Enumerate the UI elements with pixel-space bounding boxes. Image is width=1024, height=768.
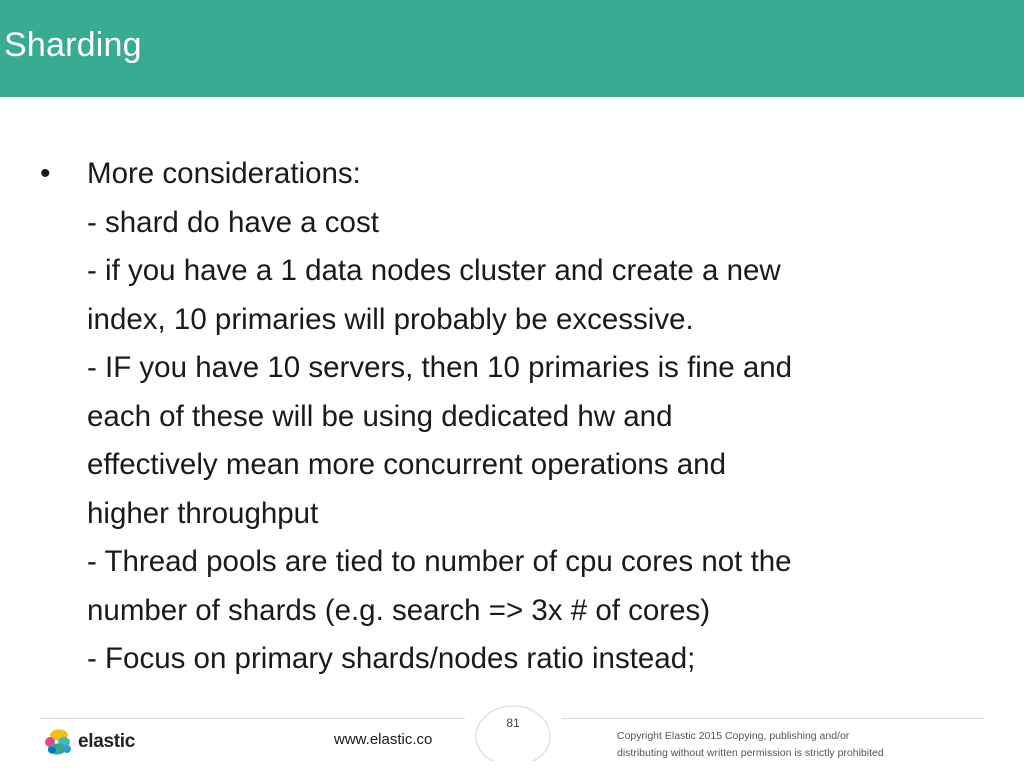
- copyright-line: distributing without written permission is strictly prohibited: [617, 747, 884, 759]
- slide-header: [0, 0, 1024, 97]
- copyright-line: Copyright Elastic 2015 Copying, publishing and/or: [617, 730, 850, 742]
- elastic-logo: [44, 729, 135, 755]
- logo-wordmark: elastic: [78, 731, 136, 752]
- text-line: effectively mean more concurrent operations and: [87, 448, 726, 481]
- footer-divider-left: [40, 718, 465, 719]
- text-line: index, 10 primaries will probably be excessive.: [87, 302, 694, 336]
- text-line: - IF you have 10 servers, then 10 primaries is fine and: [87, 351, 793, 384]
- text-line: - Thread pools are tied to number of cpu cores not the: [87, 545, 792, 578]
- text-line: number of shards (e.g. search => 3x # of cores): [87, 593, 711, 627]
- text-line: - if you have a 1 data nodes cluster and create a new: [87, 254, 781, 287]
- bullet-dot: •: [40, 157, 51, 190]
- bullet-item: [40, 150, 990, 684]
- elastic-logo-icon: [44, 729, 72, 755]
- page-number: 81: [506, 716, 520, 730]
- text-line: More considerations:: [87, 157, 361, 190]
- page-number-badge-icon: [470, 700, 556, 768]
- text-line: higher throughput: [87, 496, 319, 530]
- text-line: - shard do have a cost: [87, 205, 379, 239]
- text-line: - Focus on primary shards/nodes ratio instead;: [87, 642, 696, 675]
- copyright-notice: [617, 728, 997, 762]
- slide-title: Sharding: [4, 26, 142, 64]
- site-url: www.elastic.co: [334, 731, 433, 748]
- text-line: each of these will be using dedicated hw and: [87, 399, 673, 433]
- slide-content: [40, 150, 990, 684]
- footer-divider-right: [562, 718, 984, 719]
- bullet-text: [87, 150, 990, 684]
